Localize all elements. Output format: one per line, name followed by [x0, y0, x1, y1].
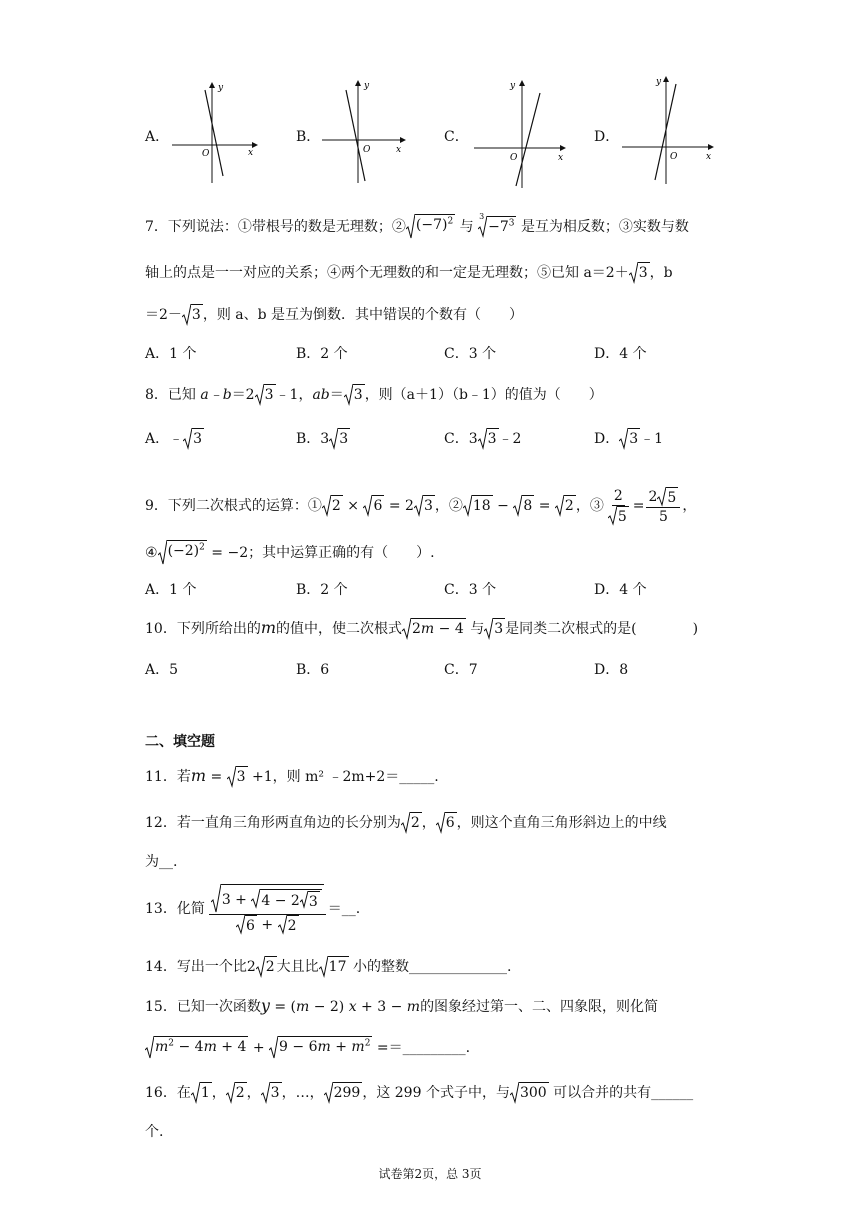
q6-option-d-label: D．: [594, 129, 620, 145]
q6b-x-label: x: [396, 145, 402, 155]
q6a-o-label: O: [202, 149, 210, 159]
q9-option-b: B．2 个: [296, 582, 348, 598]
q10-option-c: C．7: [444, 662, 478, 678]
q7-option-a: A．1 个: [145, 346, 197, 362]
q6a-x-label: x: [248, 148, 254, 158]
q16-line1: 16．在 1 ， 2 ， 3 ，…， 299 ，这 299 个式子中，与 300 可以合并的共有______: [145, 1082, 693, 1104]
q6-option-c-label: C．: [444, 129, 469, 145]
q8-option-c: C．3 3 ﹣2: [444, 428, 521, 450]
q7-option-c: C．3 个: [444, 346, 497, 362]
q14: 14．写出一个比2 2 大且比 17 小的整数______________.: [145, 956, 511, 978]
q6b-o-label: O: [363, 145, 371, 155]
q7-option-b: B．2 个: [296, 346, 348, 362]
section-heading: 二、填空题: [145, 734, 215, 750]
q6d-x-label: x: [706, 152, 712, 162]
q10-option-a: A．5: [145, 662, 179, 678]
q7-cbrt-neg7-cubed: $-7^3$: [478, 216, 516, 238]
q6b-y-label: y: [364, 81, 370, 91]
q6-graph-b: [318, 78, 408, 188]
q9-option-c: C．3 个: [444, 582, 497, 598]
q11: 11．若m = 3 +1，则 m² ﹣2m+2＝_____.: [145, 766, 439, 788]
q6-graph-a: [168, 78, 258, 188]
q7-option-d: D．4 个: [594, 346, 647, 362]
q7-sqrt-neg7-squared: $(-7)^2$: [406, 214, 455, 240]
q6a-y-label: y: [218, 83, 224, 93]
q10-stem: 10．下列所给出的m的值中，使二次根式 2m − 4 与 3 是同类二次根式的是( ): [145, 618, 698, 640]
q6c-y-label: y: [510, 81, 516, 91]
q8-stem: 8．已知 a﹣b＝2 3 ﹣1，ab＝ 3 ，则（a＋1）（b﹣1）的值为（ ）: [145, 384, 603, 406]
q9-line1: 9．下列二次根式的运算：① 2 × 6 = 2 3 ，② 18 − 8 = 2 ，③ $\frac{2}{5}$ = 2 5 5 ，: [145, 487, 697, 525]
q6d-y-label: y: [656, 77, 662, 87]
q6-graph-d: [618, 72, 718, 188]
q7-line2: 轴上的点是一一对应的关系；④两个无理数的和一定是无理数；⑤已知 a＝2＋ 3 ，b: [145, 262, 673, 284]
q6c-o-label: O: [510, 153, 518, 163]
q7-line1: 7．下列说法：①带根号的数是无理数；② $(-7)^2$ 与 3 $-7^3$ 是互为相反数；③实数与数: [145, 214, 689, 240]
q15-line2: $m^2 - 4m + 4$ + $9 - 6m + m^2$ =＝_________.: [145, 1036, 470, 1060]
q8-option-a: A．﹣ 3: [145, 428, 204, 450]
q6c-x-label: x: [558, 153, 564, 163]
q6d-o-label: O: [670, 152, 678, 162]
q13: 13．化简 3 + 4 − 2 3 6 + 2 ＝__.: [145, 880, 360, 938]
q10-option-d: D．8: [594, 662, 629, 678]
q8-option-b: B．3 3: [296, 428, 350, 450]
page-footer: 试卷第2页，总 3页: [378, 1167, 482, 1181]
q12-line1: 12．若一直角三角形两直角边的长分别为 2 ， 6 ，则这个直角三角形斜边上的中线: [145, 812, 667, 834]
q6-option-b-label: B．: [296, 129, 321, 145]
q7-line3: ＝2－ 3 ，则 a、b 是互为倒数．其中错误的个数有（ ）: [145, 304, 523, 326]
q15-line1: 15．已知一次函数y = (m − 2) x + 3 − m的图象经过第一、二、四象限，则化简: [145, 996, 659, 1015]
q8-option-d: D． 3 ﹣1: [594, 428, 663, 450]
q16-line2: 个.: [145, 1124, 164, 1140]
q9-line2: ④ $(-2)^2$ = −2；其中运算正确的有（ ）.: [145, 540, 435, 566]
q9-option-a: A．1 个: [145, 582, 197, 598]
q12-line2: 为__.: [145, 854, 178, 870]
q6-option-a-label: A．: [145, 129, 170, 145]
q6-graph-c: [470, 78, 570, 190]
q9-option-d: D．4 个: [594, 582, 647, 598]
q10-option-b: B．6: [296, 662, 330, 678]
